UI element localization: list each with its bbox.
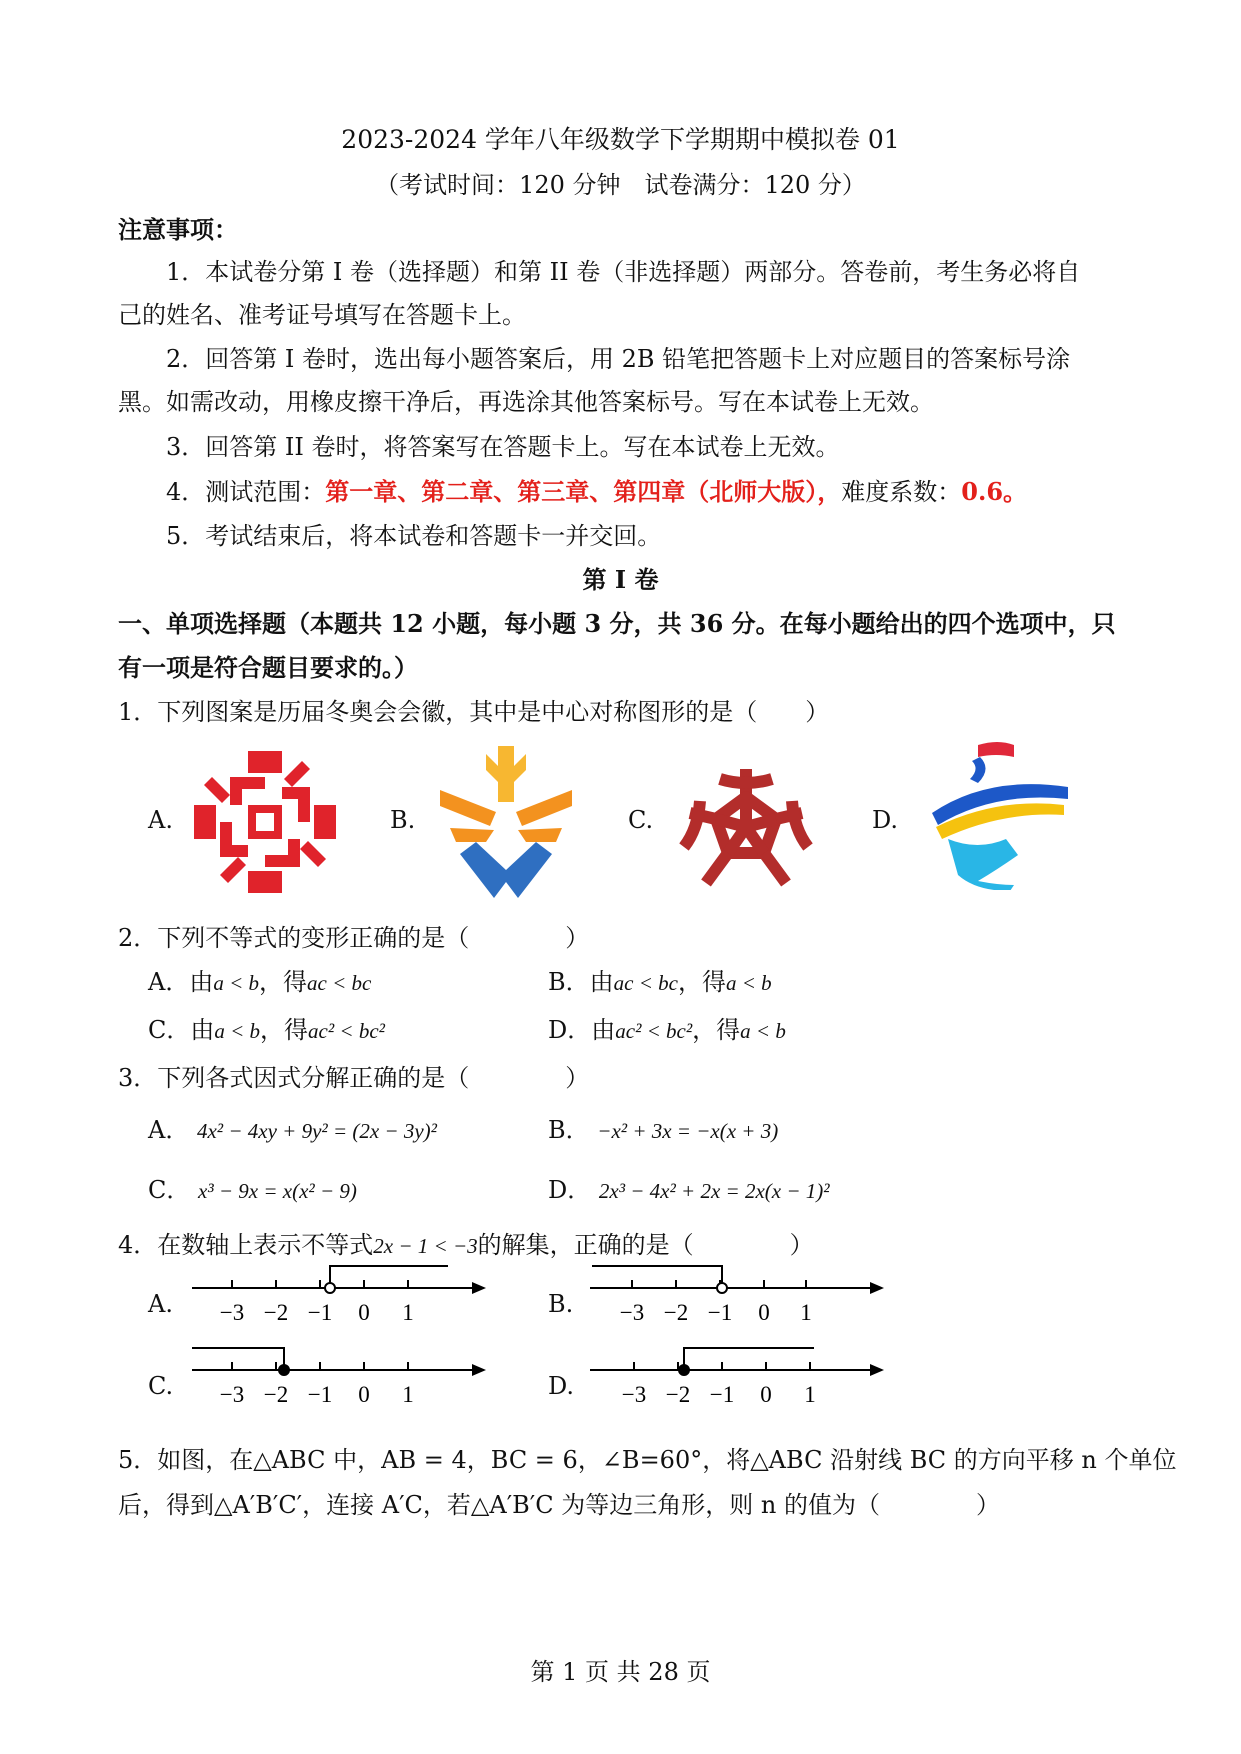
note-4 [166,472,1027,507]
q2-b-label: B． [548,968,590,996]
q3-a-math: 4x² − 4xy + 9y² = (2x − 3y)² [196,1119,437,1143]
q2-b-math2: a < b [725,971,772,995]
q3-d-label: D． [548,1176,592,1204]
q2-option-c [148,1010,385,1045]
q3-option-c [148,1170,357,1205]
q2-c-math2: ac² < bc² [308,1019,385,1043]
q1-option-d-label: D. [872,806,899,834]
q2-d-label: D． [548,1016,592,1044]
note-5: 5．考试结束后，将本试卷和答题卡一并交回。 [166,522,662,550]
number-line-a [190,1262,490,1328]
d-tick-label: 1 [804,1382,816,1407]
a-tick-label: −1 [307,1300,333,1325]
note-4-mid: 难度系数： [841,478,962,506]
q2-a-text1: 由 [189,968,214,996]
q2-c-text1: 由 [190,1016,215,1044]
d-tick-label: −2 [665,1382,691,1407]
emblem-b-icon [436,742,576,902]
a-tick-label: −3 [219,1300,245,1325]
q2-a-math1: a < b [213,971,260,995]
q2-option-d [548,1010,786,1045]
q1-option-a-label: A. [148,806,173,834]
q4-option-a-label: A. [148,1290,173,1318]
b-tick-label: 1 [800,1300,812,1325]
note-1-line2: 己的姓名、准考证号填写在答题卡上。 [118,301,526,329]
q2-option-b [548,962,772,997]
q4-stem-pre: 4．在数轴上表示不等式 [118,1231,374,1259]
notes-heading: 注意事项： [118,215,238,244]
b-tick-label: −3 [619,1300,645,1325]
question-5-line1: 5．如图，在△ABC 中，AB = 4，BC = 6，∠B=60°，将△ABC 沿射线 BC 的方向平移 n 个单位 [118,1446,1177,1474]
q4-stem-math: 2x − 1 < −3 [373,1234,478,1258]
q3-c-math: x³ − 9x = x(x² − 9) [198,1179,357,1203]
section-heading-line1: 一、单项选择题（本题共 12 小题，每小题 3 分，共 36 分。在每小题给出的四个选项中，只 [118,609,1116,638]
q3-b-math: −x² + 3x = −x(x + 3) [597,1119,779,1143]
q2-b-math1: ac < bc [613,971,678,995]
q2-a-text2: ，得 [259,968,308,996]
q3-a-label: A． [148,1116,190,1144]
q4-option-d-label: D. [548,1372,575,1400]
question-3-stem: 3．下列各式因式分解正确的是（ ） [118,1064,590,1092]
note-2-line1: 2．回答第 I 卷时，选出每小题答案后，用 2B 铅笔把答题卡上对应题目的答案标号涂 [166,345,1071,373]
q2-b-text2: ，得 [677,968,726,996]
q1-option-c-label: C. [628,806,654,834]
q2-option-a [148,962,371,997]
page-title: 2023-2024 学年八年级数学下学期期中模拟卷 01 [341,125,900,154]
q2-c-label: C． [148,1016,191,1044]
part-heading: 第 I 卷 [582,565,659,594]
c-tick-label: −1 [307,1382,333,1407]
q2-a-label: A． [148,968,190,996]
exam-info: （考试时间：120 分钟 试卷满分：120 分） [375,171,866,199]
a-tick-label: 0 [358,1300,370,1325]
q3-option-d [548,1170,830,1205]
q4-stem-post: 的解集，正确的是（ ） [477,1231,814,1259]
a-tick-label: −2 [263,1300,289,1325]
q2-b-text1: 由 [589,968,614,996]
c-tick-label: 0 [358,1382,370,1407]
b-tick-label: −1 [707,1300,733,1325]
q3-option-b [548,1110,778,1145]
note-1-line1: 1．本试卷分第 I 卷（选择题）和第 II 卷（非选择题）两部分。答卷前，考生务必将自 [166,258,1081,286]
b-tick-label: 0 [758,1300,770,1325]
q3-b-label: B． [548,1116,590,1144]
q3-c-label: C． [148,1176,191,1204]
c-tick-label: −2 [263,1382,289,1407]
q2-c-text2: ，得 [260,1016,309,1044]
note-4-scope: 第一章、第二章、第三章、第四章（北师大版）， [325,477,842,506]
emblem-d-icon [918,735,1073,890]
note-2-line2: 黑。如需改动，用橡皮擦干净后，再选涂其他答案标号。写在本试卷上无效。 [118,388,934,416]
q4-option-c-label: C. [148,1372,174,1400]
question-4-stem [118,1225,814,1260]
q2-d-math1: ac² < bc² [615,1019,693,1043]
question-2-stem: 2．下列不等式的变形正确的是（ ） [118,924,590,952]
question-5-line2: 后，得到△A′B′C′，连接 A′C，若△A′B′C 为等边三角形，则 n 的值为（ ） [118,1491,1000,1519]
section-heading-line2: 有一项是符合题目要求的。） [118,653,418,682]
number-line-c [190,1344,490,1410]
d-tick-label: 0 [760,1382,772,1407]
number-line-d [588,1344,888,1410]
q4-option-b-label: B. [548,1290,574,1318]
question-1-stem: 1．下列图案是历届冬奥会会徽，其中是中心对称图形的是（ ） [118,698,830,726]
q1-option-b-label: B. [390,806,416,834]
note-4-difficulty: 0.6。 [961,477,1028,506]
emblem-c-icon [676,757,816,897]
c-tick-label: 1 [402,1382,414,1407]
q3-option-a [148,1110,437,1145]
q2-d-text1: 由 [591,1016,616,1044]
q2-c-math1: a < b [214,1019,261,1043]
q3-d-math: 2x³ − 4x² + 2x = 2x(x − 1)² [598,1179,830,1203]
b-tick-label: −2 [663,1300,689,1325]
q2-a-math2: ac < bc [307,971,372,995]
page-number: 第 1 页 共 28 页 [530,1658,711,1686]
d-tick-label: −3 [621,1382,647,1407]
c-tick-label: −3 [219,1382,245,1407]
q2-d-text2: ，得 [692,1016,741,1044]
a-tick-label: 1 [402,1300,414,1325]
note-4-prefix: 4．测试范围： [166,478,326,506]
d-tick-label: −1 [709,1382,735,1407]
q2-d-math2: a < b [740,1019,786,1043]
number-line-b [588,1262,888,1328]
emblem-a-icon [190,747,340,897]
note-3: 3．回答第 II 卷时，将答案写在答题卡上。写在本试卷上无效。 [166,433,840,461]
